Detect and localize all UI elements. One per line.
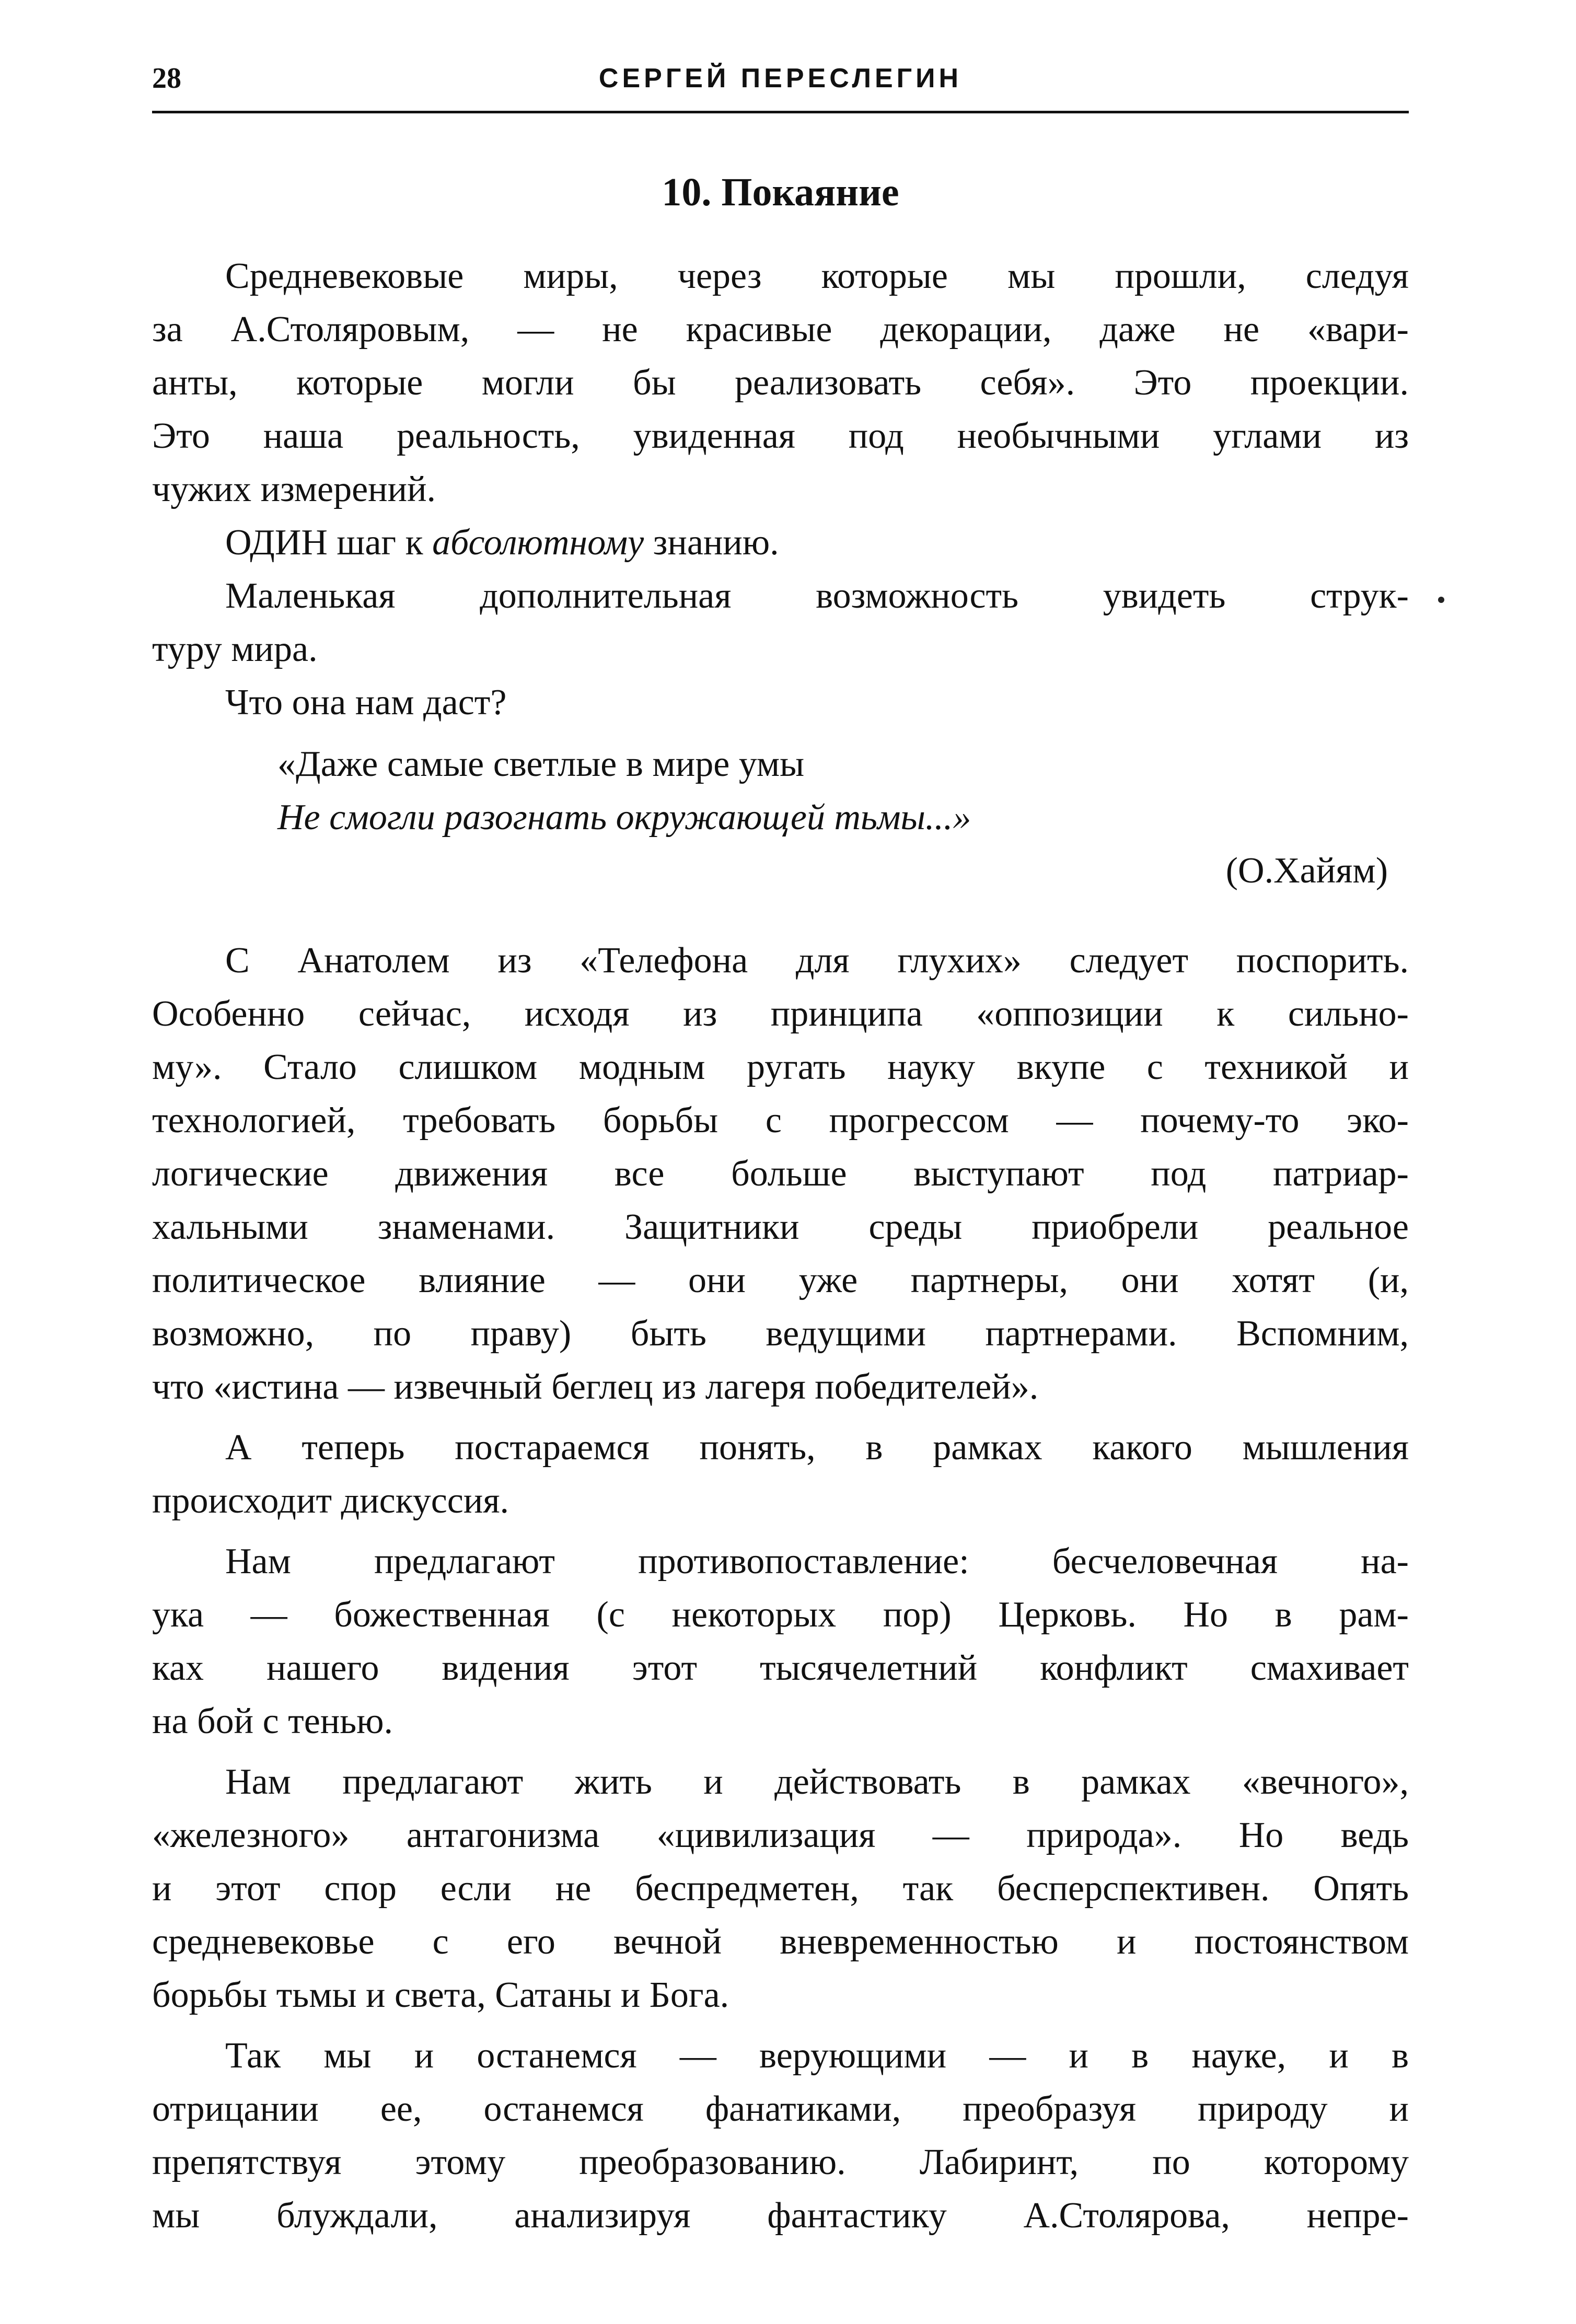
paragraph-3	[152, 570, 1409, 676]
text-line: Особенно сейчас, исходя из принципа «оппозиции к сильно-	[152, 994, 1409, 1034]
text-line: отрицании ее, останемся фанатиками, преобразуя природу и	[152, 2089, 1409, 2129]
running-head: СЕРГЕЙ ПЕРЕСЛЕГИН	[598, 63, 963, 94]
page-number: 28	[152, 62, 181, 95]
body-text	[152, 250, 1409, 2242]
chapter-title: 10. Покаяние	[662, 170, 899, 214]
epigraph-line-1: «Даже самые светлые в мире умы	[277, 744, 805, 784]
paragraph-7	[152, 1535, 1409, 1748]
text-line: и этот спор если не беспредметен, так бесперспективен. Опять	[152, 1868, 1409, 1909]
epigraph-line-2: Не смогли разогнать окружающей тьмы...»	[277, 797, 971, 838]
italic-word: абсолютному	[432, 522, 644, 563]
text-line: за А.Столяровым, — не красивые декорации, даже не «вари-	[152, 309, 1409, 350]
text-line: логические движения все больше выступают под патриар-	[152, 1154, 1409, 1194]
paragraph-6	[152, 1421, 1409, 1528]
text-run: знанию.	[644, 522, 779, 563]
text-line: ука — божественная (с некоторых пор) Церковь. Но в рам-	[152, 1595, 1409, 1635]
scan-speck	[1438, 597, 1444, 603]
page-header	[152, 56, 1409, 103]
text-line: Нам предлагают жить и действовать в рамках «вечного»,	[225, 1762, 1409, 1802]
paragraph-2	[152, 516, 1409, 570]
text-line: на бой с тенью.	[152, 1701, 393, 1741]
text-line: му». Стало слишком модным ругать науку вкупе с техникой и	[152, 1047, 1409, 1087]
text-line: «железного» антагонизма «цивилизация — природа». Но ведь	[152, 1815, 1409, 1855]
paragraph-5	[152, 934, 1409, 1414]
epigraph-author: (О.Хайям)	[1225, 851, 1388, 891]
text-line	[152, 516, 1409, 570]
text-line: происходит дискуссия.	[152, 1481, 509, 1521]
paragraph-8	[152, 1756, 1409, 2022]
text-line: Что она нам даст?	[225, 682, 507, 723]
text-line: возможно, по праву) быть ведущими партнерами. Вспомним,	[152, 1314, 1409, 1354]
section-gap	[152, 898, 1409, 934]
text-line: Средневековые миры, через которые мы прошли, следуя	[225, 256, 1409, 296]
text-line: чужих измерений.	[152, 469, 436, 509]
text-run: ОДИН шаг к	[225, 522, 433, 563]
text-line: хальными знаменами. Защитники среды приобрели реальное	[152, 1207, 1409, 1247]
paragraph-9	[152, 2029, 1409, 2242]
text-line: анты, которые могли бы реализовать себя». Это проекции.	[152, 363, 1409, 403]
text-line: туру мира.	[152, 629, 318, 669]
text-line: средневековье с его вечной вневременностью и постоянством	[152, 1922, 1409, 1962]
text-line: Это наша реальность, увиденная под необычными углами из	[152, 416, 1409, 456]
text-line: С Анатолем из «Телефона для глухих» следует поспорить.	[225, 940, 1409, 981]
text-line: Так мы и останемся — верующими — и в науке, и в	[225, 2036, 1409, 2076]
paragraph-1	[152, 250, 1409, 516]
text-line: что «истина — извечный беглец из лагеря победителей».	[152, 1367, 1039, 1407]
text-line: мы блуждали, анализируя фантастику А.Столярова, непре-	[152, 2195, 1409, 2236]
text-line: борьбы тьмы и света, Сатаны и Бога.	[152, 1975, 729, 2015]
epigraph	[152, 738, 1409, 898]
text-line: А теперь постараемся понять, в рамках какого мышления	[225, 1427, 1409, 1468]
text-line: Маленькая дополнительная возможность увидеть струк-	[225, 576, 1409, 616]
header-rule	[152, 111, 1409, 113]
text-line: политическое влияние — они уже партнеры, они хотят (и,	[152, 1260, 1409, 1300]
paragraph-4	[152, 676, 1409, 729]
text-line: ках нашего видения этот тысячелетний конфликт смахивает	[152, 1648, 1409, 1688]
text-line: Нам предлагают противопоставление: бесчеловечная на-	[225, 1541, 1409, 1582]
text-line: технологией, требовать борьбы с прогрессом — почему-то эко-	[152, 1100, 1409, 1141]
text-line: препятствуя этому преобразованию. Лабиринт, по которому	[152, 2142, 1409, 2182]
